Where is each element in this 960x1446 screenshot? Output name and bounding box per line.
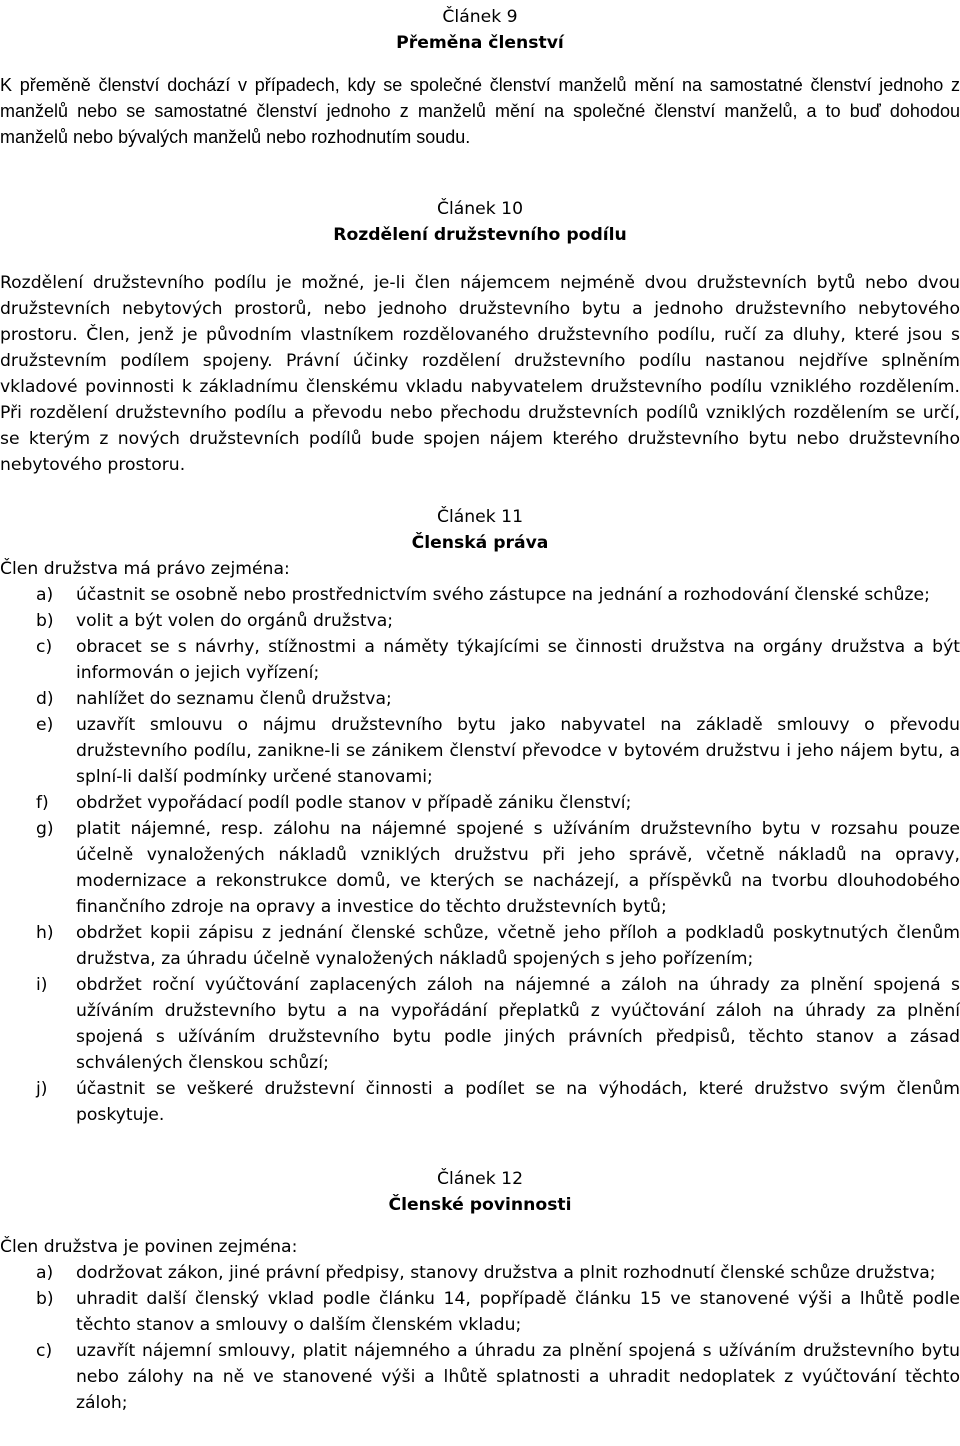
article-10-text: Rozdělení družstevního podílu je možné, je-li člen nájemcem nejméně dvou družstevních bytů nebo dvou družstevních nebytových prostorů, nebo jednoho družstevního bytu a jednoho družstevního nebytového prostoru. Člen, jenž je původním vlastníkem rozdělovaného družstevního podílu, ručí za dluhy, které jsou s družstevním podílem spojeny. Právní účinky rozdělení družstevního podílu nastanou nejdříve splněním vkladové povinnosti k základnímu členskému vkladu nabyvatelem družstevního podílu vzniklého rozdělením. Při rozdělení družstevního podílu a převodu nebo přechodu družstevních podílů vzniklých rozdělením se určí, se kterým z nových družstevních podílů bude spojen nájem kterého družstevního bytu nebo družstevního nebytového prostoru. [0, 273, 960, 475]
article-12-intro: Člen družstva je povinen zejména: [0, 1237, 298, 1257]
list-item [0, 1076, 960, 1128]
article-9-heading: Článek 9 [442, 7, 518, 27]
list-item [0, 582, 960, 608]
list-item-text: volit a být volen do orgánů družstva; [76, 611, 394, 631]
article-11-list [0, 582, 960, 1128]
article-9-text: K přeměně členství dochází v případech, kdy se společné členství manželů mění na samostatné členství jednoho z manželů nebo se samostatné členství jednoho z manželů mění na společné členství manželů, a to buď dohodou manželů nebo bývalých manželů nebo rozhodnutím soudu. [0, 75, 960, 147]
list-item [0, 816, 960, 920]
list-marker: i) [36, 975, 48, 995]
list-item [0, 608, 960, 634]
article-10-title: Rozdělení družstevního podílu [333, 225, 627, 245]
article-9-title: Přeměna členství [396, 33, 564, 53]
list-item-text: uzavřít nájemní smlouvy, platit nájemného a úhradu za plnění spojená s užíváním družstevního bytu nebo zálohy na ně ve stanovené výši a lhůtě splatnosti a uhradit nedoplatek z vyúčtování těchto záloh; [76, 1341, 960, 1413]
list-marker: c) [36, 637, 53, 657]
list-item-text: obdržet kopii zápisu z jednání členské schůze, včetně jeho příloh a podkladů poskytnutých členům družstva, za úhradu účelně vynaložených nákladů spojených s jeho pořízením; [76, 923, 960, 969]
list-item [0, 920, 960, 972]
article-12-list [0, 1260, 960, 1416]
list-marker: b) [36, 611, 54, 631]
list-marker: g) [36, 819, 54, 839]
article-10-heading: Článek 10 [436, 199, 524, 219]
list-item [0, 790, 960, 816]
article-9 [0, 4, 960, 150]
list-item [0, 1338, 960, 1416]
article-10 [0, 196, 960, 478]
list-marker: d) [36, 689, 54, 709]
list-item [0, 1260, 960, 1286]
article-11-intro: Člen družstva má právo zejména: [0, 559, 290, 579]
list-item [0, 712, 960, 790]
list-marker: f) [36, 793, 49, 813]
list-marker: a) [36, 1263, 54, 1283]
list-marker: c) [36, 1341, 53, 1361]
article-12 [0, 1166, 960, 1416]
list-marker: j) [36, 1079, 48, 1099]
list-item-text: obdržet roční vyúčtování zaplacených záloh na nájemné a záloh na úhrady za plnění spojená s užíváním družstevního bytu a na vypořádání přeplatků z vyúčtování záloh na úhrady za plnění spojená s užíváním družstevního bytu podle jiných právních předpisů, těchto stanov a zásad schválených členskou schůzí; [76, 975, 960, 1073]
list-marker: b) [36, 1289, 54, 1309]
list-item [0, 686, 960, 712]
list-item-text: účastnit se osobně nebo prostřednictvím svého zástupce na jednání a rozhodování členské schůze; [76, 585, 930, 605]
list-item-text: obracet se s návrhy, stížnostmi a náměty týkajícími se činnosti družstva na orgány družstva a být informován o jejich vyřízení; [76, 637, 960, 683]
list-marker: h) [36, 923, 54, 943]
list-item [0, 972, 960, 1076]
list-item [0, 1286, 960, 1338]
article-11 [0, 504, 960, 1128]
article-11-heading: Článek 11 [436, 507, 524, 527]
list-item-text: uhradit další členský vklad podle článku 14, popřípadě článku 15 ve stanovené výši a lhůtě podle těchto stanov a smlouvy o dalším členském vkladu; [76, 1289, 960, 1335]
list-item [0, 634, 960, 686]
article-11-title: Členská práva [411, 533, 549, 553]
list-marker: e) [36, 715, 54, 735]
list-item-text: obdržet vypořádací podíl podle stanov v případě zániku členství; [76, 793, 632, 813]
list-item-text: uzavřít smlouvu o nájmu družstevního bytu jako nabyvatel na základě smlouvy o převodu družstevního podílu, zanikne-li se zánikem členství převodce v bytovém družstvu i jeho nájem bytu, a splní-li další podmínky určené stanovami; [76, 715, 960, 787]
list-item-text: nahlížet do seznamu členů družstva; [76, 689, 392, 709]
list-marker: a) [36, 585, 54, 605]
list-item-text: platit nájemné, resp. zálohu na nájemné spojené s užíváním družstevního bytu v rozsahu pouze účelně vynaložených nákladů vzniklých družstvu při jeho správě, včetně nákladů na opravy, modernizace a rekonstrukce domů, ve kterých se nacházejí, a příspěvků na tvorbu dlouhodobého finančního zdroje na opravy a investice do těchto družstevních bytů; [76, 819, 960, 917]
list-item-text: účastnit se veškeré družstevní činnosti a podílet se na výhodách, které družstvo svým členům poskytuje. [76, 1079, 960, 1125]
article-12-heading: Článek 12 [436, 1169, 524, 1189]
list-item-text: dodržovat zákon, jiné právní předpisy, stanovy družstva a plnit rozhodnutí členské schůze družstva; [76, 1263, 936, 1283]
article-12-title: Členské povinnosti [388, 1195, 572, 1215]
